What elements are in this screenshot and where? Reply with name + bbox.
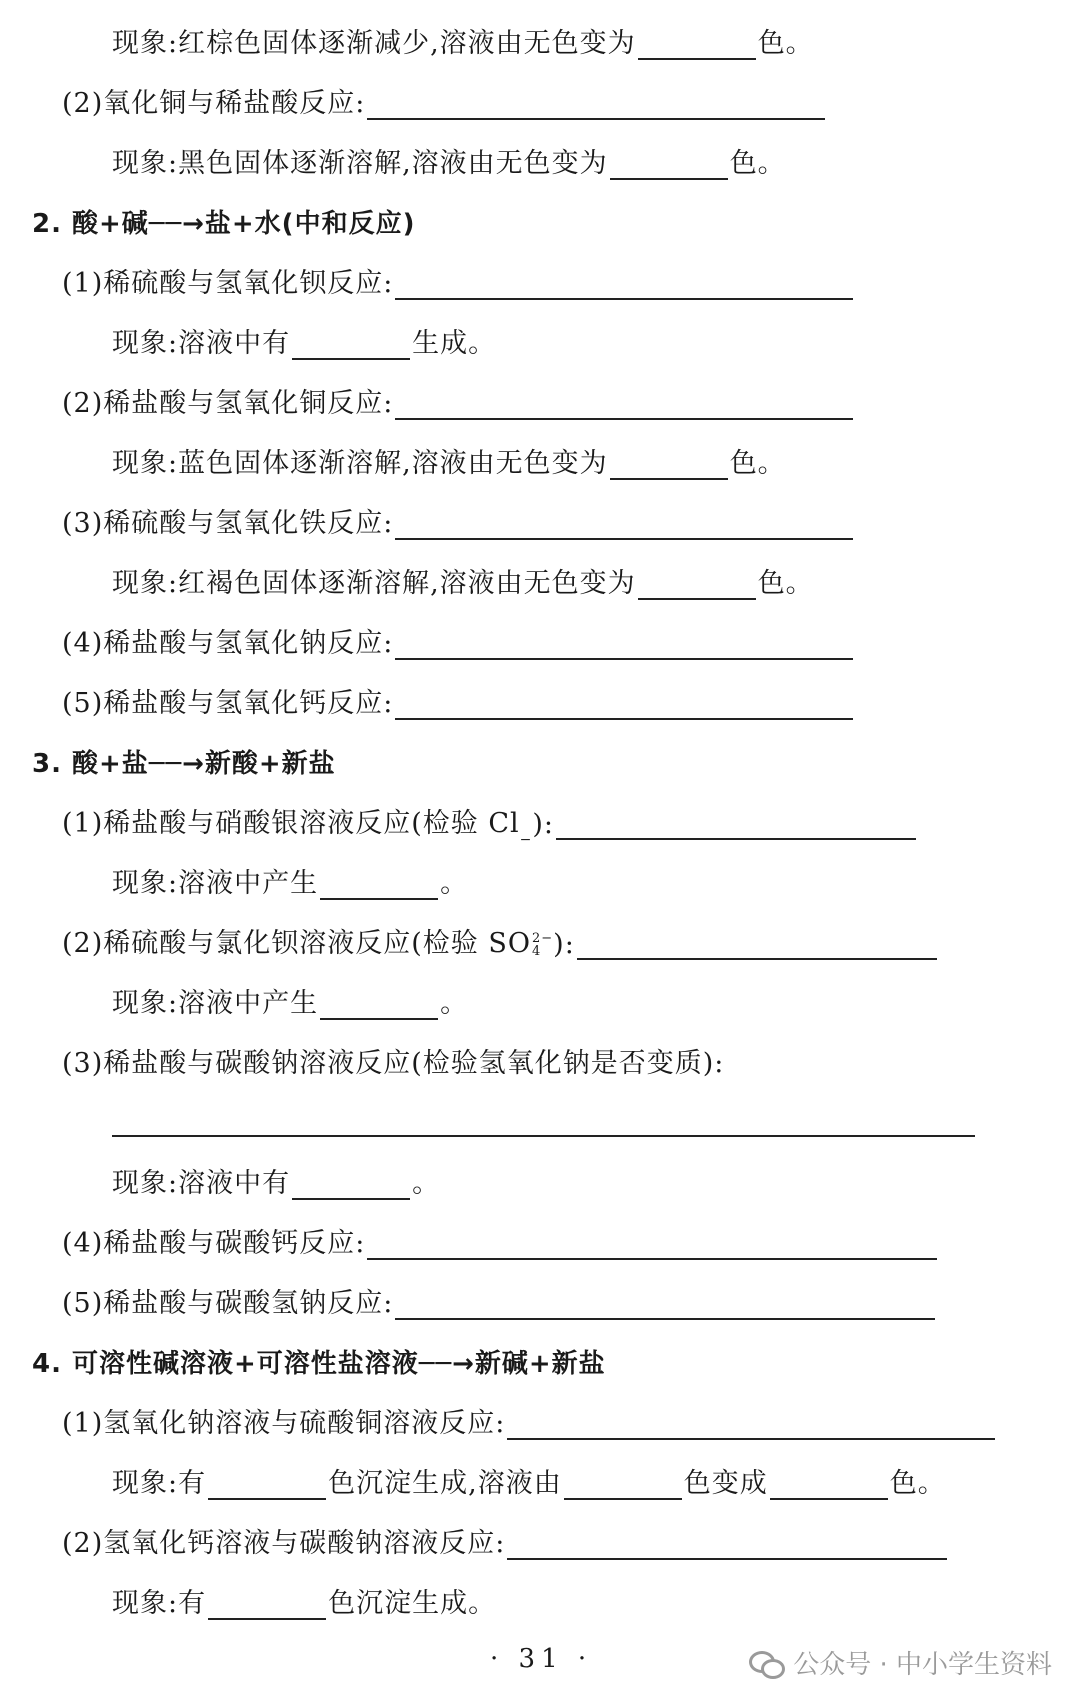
reaction-item: (5)稀盐酸与氢氧化钙反应: bbox=[62, 680, 855, 720]
answer-blank[interactable] bbox=[292, 328, 410, 360]
equation-blank-full-line[interactable] bbox=[112, 1135, 975, 1137]
reaction-item: (4)稀盐酸与碳酸钙反应: bbox=[62, 1220, 939, 1260]
section-heading: 2. 酸+碱──→盐+水(中和反应) bbox=[32, 209, 416, 239]
phenomenon-line: 现象:黑色固体逐渐溶解,溶液由无色变为 色。 bbox=[112, 148, 786, 179]
reaction-item: (1)稀硫酸与氢氧化钡反应: bbox=[62, 260, 855, 300]
reaction-item: (1)氢氧化钠溶液与硫酸铜溶液反应: bbox=[62, 1400, 997, 1440]
phenomenon-line: 现象:溶液中有 生成。 bbox=[112, 328, 497, 359]
equation-blank[interactable] bbox=[395, 1288, 935, 1320]
answer-blank[interactable] bbox=[564, 1468, 682, 1500]
wechat-icon bbox=[749, 1649, 783, 1677]
equation-blank[interactable] bbox=[395, 508, 853, 540]
phenomenon-line: 现象:溶液中有 。 bbox=[112, 1168, 441, 1199]
reaction-item: (2)稀硫酸与氯化钡溶液反应(检验 SO 2− 4 ): bbox=[62, 920, 939, 960]
answer-blank[interactable] bbox=[292, 1168, 410, 1200]
sulfate-ion-script: 2− 4 bbox=[532, 931, 554, 959]
phenomenon-line: 现象:有 色沉淀生成。 bbox=[112, 1588, 497, 1619]
equation-blank[interactable] bbox=[556, 808, 916, 840]
equation-blank[interactable] bbox=[507, 1528, 947, 1560]
phenomenon-line: 现象:蓝色固体逐渐溶解,溶液由无色变为 色。 bbox=[112, 448, 786, 479]
reaction-item: (3)稀硫酸与氢氧化铁反应: bbox=[62, 500, 855, 540]
section-heading: 4. 可溶性碱溶液+可溶性盐溶液──→新碱+新盐 bbox=[32, 1349, 606, 1379]
answer-blank[interactable] bbox=[638, 28, 756, 60]
phenomenon-line: 现象:溶液中产生 。 bbox=[112, 988, 469, 1019]
equation-blank[interactable] bbox=[367, 1228, 937, 1260]
answer-blank[interactable] bbox=[208, 1588, 326, 1620]
phenomenon-line: 现象:有 色沉淀生成,溶液由 色变成 色。 bbox=[112, 1468, 946, 1499]
answer-blank[interactable] bbox=[320, 988, 438, 1020]
reaction-item: (2)氢氧化钙溶液与碳酸钠溶液反应: bbox=[62, 1520, 949, 1560]
equation-blank[interactable] bbox=[395, 388, 853, 420]
watermark-text: 公众号 · 中小学生资料 bbox=[793, 1650, 1052, 1680]
answer-blank[interactable] bbox=[320, 868, 438, 900]
reaction-item: (4)稀盐酸与氢氧化钠反应: bbox=[62, 620, 855, 660]
equation-blank[interactable] bbox=[577, 928, 937, 960]
phenomenon-line: 现象:红棕色固体逐渐减少,溶液由无色变为 色。 bbox=[112, 28, 814, 59]
equation-blank[interactable] bbox=[395, 268, 853, 300]
answer-blank[interactable] bbox=[208, 1468, 326, 1500]
answer-blank[interactable] bbox=[638, 568, 756, 600]
equation-blank[interactable] bbox=[395, 688, 853, 720]
section-heading: 3. 酸+盐──→新酸+新盐 bbox=[32, 749, 336, 779]
reaction-item: (1)稀盐酸与硝酸银溶液反应(检验 Cl − ): bbox=[62, 800, 918, 840]
reaction-item: (5)稀盐酸与碳酸氢钠反应: bbox=[62, 1280, 937, 1320]
answer-blank[interactable] bbox=[610, 148, 728, 180]
equation-blank[interactable] bbox=[395, 628, 853, 660]
equation-blank[interactable] bbox=[367, 88, 825, 120]
phenomenon-line: 现象:红褐色固体逐渐溶解,溶液由无色变为 色。 bbox=[112, 568, 814, 599]
watermark bbox=[749, 1644, 1052, 1681]
reaction-item: (3)稀盐酸与碳酸钠溶液反应(检验氢氧化钠是否变质): bbox=[62, 1048, 725, 1079]
reaction-item: (2)氧化铜与稀盐酸反应: bbox=[62, 80, 827, 120]
phenomenon-line: 现象:溶液中产生 。 bbox=[112, 868, 469, 899]
equation-blank[interactable] bbox=[507, 1408, 995, 1440]
page-footer bbox=[0, 1640, 1080, 1680]
reaction-item: (2)稀盐酸与氢氧化铜反应: bbox=[62, 380, 855, 420]
answer-blank[interactable] bbox=[610, 448, 728, 480]
page-number: · 31 · bbox=[490, 1644, 593, 1674]
answer-blank[interactable] bbox=[770, 1468, 888, 1500]
